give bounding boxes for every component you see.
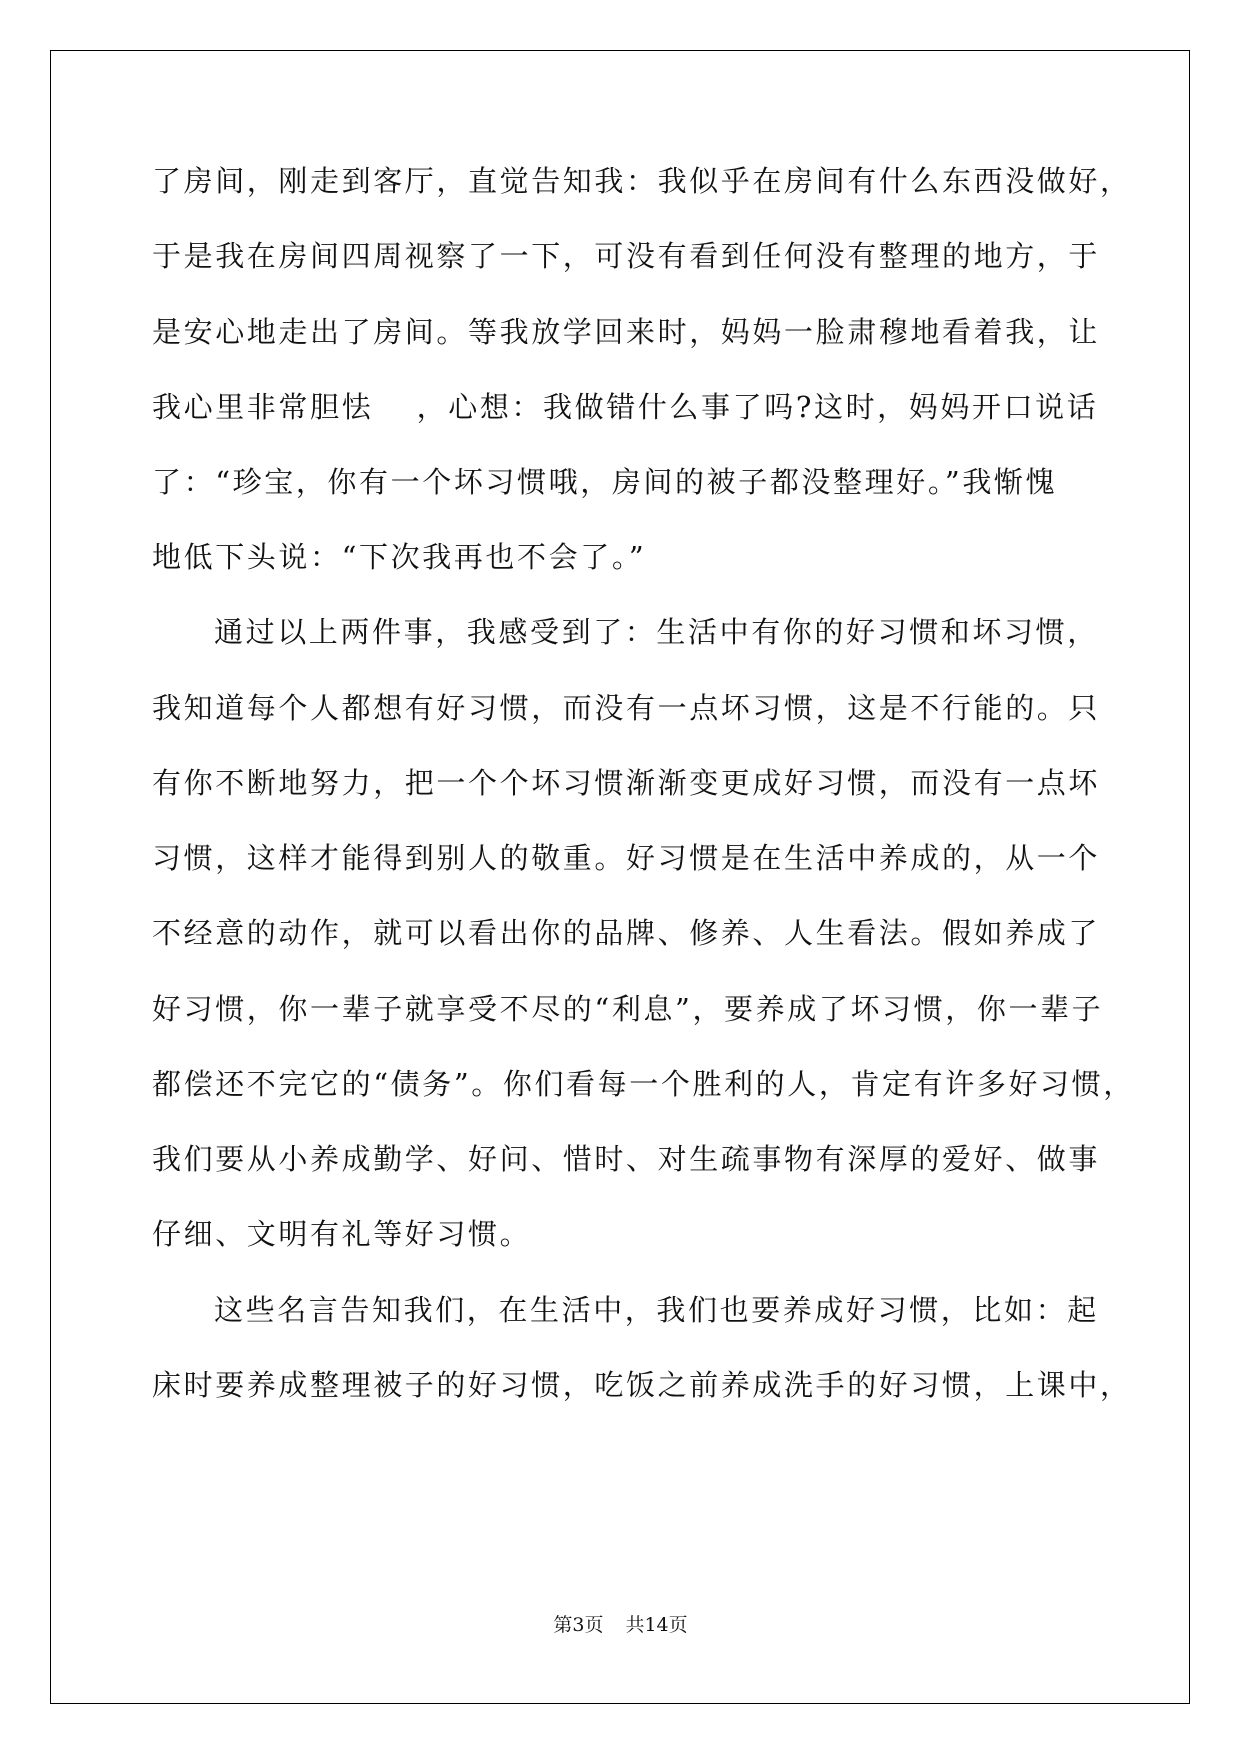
text-line: 地低下头说：“下次我再也不会了。” [152,540,647,574]
page-total: 共14页 [625,1614,688,1636]
text-line: 于是我在房间四周视察了一下，可没有看到任何没有整理的地方，于 [152,239,1101,273]
text-line: 习惯，这样才能得到别人的敬重。好习惯是在生活中养成的，从一个 [152,841,1101,875]
text-line: 好习惯，你一辈子就享受不尽的“利息”，要养成了坏习惯，你一辈子 [152,992,1104,1026]
text-line: 是安心地走出了房间。等我放学回来时，妈妈一脸肃穆地看着我，让 [152,315,1101,349]
text-line: 仔细、文明有礼等好习惯。 [152,1217,532,1251]
text-line: 我们要从小养成勤学、好问、惜时、对生疏事物有深厚的爱好、做事 [152,1142,1101,1176]
text-line: 我心里非常胆怯 ，心想：我做错什么事了吗?这时，妈妈开口说话 [152,390,1099,424]
text-line: 不经意的动作，就可以看出你的品牌、修养、人生看法。假如养成了 [152,916,1101,950]
text-line: 床时要养成整理被子的好习惯，吃饭之前养成洗手的好习惯，上课中， [152,1368,1132,1402]
page-footer [0,1612,1241,1638]
text-line: 都偿还不完它的“债务”。你们看每一个胜利的人，肯定有许多好习惯， [152,1067,1135,1101]
text-line: 有你不断地努力，把一个个坏习惯渐渐变更成好习惯，而没有一点坏 [152,766,1101,800]
text-line: 了房间，刚走到客厅，直觉告知我：我似乎在房间有什么东西没做好， [152,164,1132,198]
page-number: 第3页 [553,1614,604,1636]
text-line: 这些名言告知我们，在生活中，我们也要养成好习惯，比如：起 [214,1293,1099,1327]
text-line: 了：“珍宝，你有一个坏习惯哦，房间的被子都没整理好。”我惭愧 [152,465,1058,499]
text-line: 通过以上两件事，我感受到了：生活中有你的好习惯和坏习惯， [214,615,1099,649]
text-line: 我知道每个人都想有好习惯，而没有一点坏习惯，这是不行能的。只 [152,691,1101,725]
